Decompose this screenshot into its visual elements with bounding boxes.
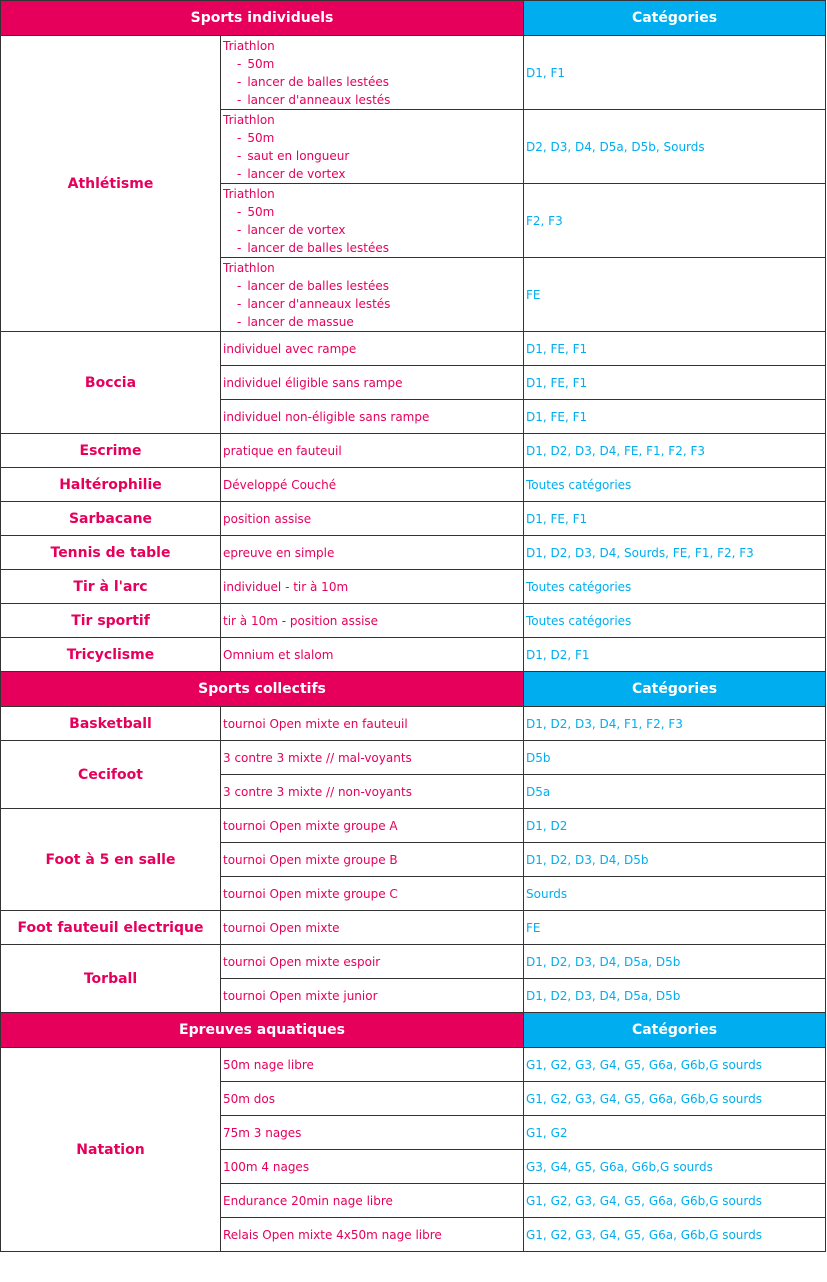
category-cell: G1, G2, G3, G4, G5, G6a, G6b,G sourds bbox=[524, 1218, 826, 1252]
header-row-collective bbox=[1, 672, 826, 707]
category-header: Catégories bbox=[524, 672, 826, 707]
category-cell: G1, G2, G3, G4, G5, G6a, G6b,G sourds bbox=[524, 1048, 826, 1082]
sport-name: Haltérophilie bbox=[1, 468, 221, 502]
sport-name: Foot fauteuil electrique bbox=[1, 911, 221, 945]
list-item: - lancer de vortex bbox=[223, 165, 523, 183]
event-cell: tir à 10m - position assise bbox=[221, 604, 524, 638]
sport-name: Sarbacane bbox=[1, 502, 221, 536]
category-cell: D5a bbox=[524, 775, 826, 809]
list-item: - saut en longueur bbox=[223, 147, 523, 165]
table-row bbox=[1, 809, 826, 843]
category-cell: D1, D2, D3, D4, D5b bbox=[524, 843, 826, 877]
event-title: Triathlon bbox=[223, 260, 275, 275]
category-cell: D1, D2, F1 bbox=[524, 638, 826, 672]
event-cell: tournoi Open mixte groupe B bbox=[221, 843, 524, 877]
list-item: - lancer de vortex bbox=[223, 221, 523, 239]
sport-name: Tricyclisme bbox=[1, 638, 221, 672]
category-header: Catégories bbox=[524, 1, 826, 36]
category-cell: Toutes catégories bbox=[524, 468, 826, 502]
header-row-aquatic bbox=[1, 1013, 826, 1048]
event-cell: individuel avec rampe bbox=[221, 332, 524, 366]
category-cell: D1, D2, D3, D4, FE, F1, F2, F3 bbox=[524, 434, 826, 468]
category-cell: D1, FE, F1 bbox=[524, 332, 826, 366]
sport-name: Athlétisme bbox=[1, 36, 221, 332]
category-cell: D1, D2, D3, D4, D5a, D5b bbox=[524, 945, 826, 979]
category-cell: D1, FE, F1 bbox=[524, 366, 826, 400]
event-title: Triathlon bbox=[223, 38, 275, 53]
section-header: Sports collectifs bbox=[1, 672, 524, 707]
category-cell: D1, D2, D3, D4, F1, F2, F3 bbox=[524, 707, 826, 741]
event-cell: Endurance 20min nage libre bbox=[221, 1184, 524, 1218]
header-row-individual bbox=[1, 1, 826, 36]
sport-name: Cecifoot bbox=[1, 741, 221, 809]
category-cell: G3, G4, G5, G6a, G6b,G sourds bbox=[524, 1150, 826, 1184]
event-cell: pratique en fauteuil bbox=[221, 434, 524, 468]
list-item: - lancer d'anneaux lestés bbox=[223, 295, 523, 313]
list-item: - 50m bbox=[223, 203, 523, 221]
event-cell: 75m 3 nages bbox=[221, 1116, 524, 1150]
category-cell: FE bbox=[524, 911, 826, 945]
event-cell: Omnium et slalom bbox=[221, 638, 524, 672]
event-cell: individuel non-éligible sans rampe bbox=[221, 400, 524, 434]
category-cell: F2, F3 bbox=[524, 184, 826, 258]
table-row bbox=[1, 332, 826, 366]
table-row bbox=[1, 741, 826, 775]
event-cell: tournoi Open mixte en fauteuil bbox=[221, 707, 524, 741]
event-cell: tournoi Open mixte groupe C bbox=[221, 877, 524, 911]
event-cell bbox=[221, 36, 524, 110]
event-cell bbox=[221, 258, 524, 332]
list-item: - 50m bbox=[223, 129, 523, 147]
table-row bbox=[1, 707, 826, 741]
table-row bbox=[1, 36, 826, 110]
category-cell: Sourds bbox=[524, 877, 826, 911]
list-item: - lancer de balles lestées bbox=[223, 277, 523, 295]
category-cell: D1, D2 bbox=[524, 809, 826, 843]
category-cell: D5b bbox=[524, 741, 826, 775]
category-cell: D1, F1 bbox=[524, 36, 826, 110]
list-item: - lancer de massue bbox=[223, 313, 523, 331]
category-cell: FE bbox=[524, 258, 826, 332]
event-title: Triathlon bbox=[223, 112, 275, 127]
sport-name: Boccia bbox=[1, 332, 221, 434]
table-row bbox=[1, 604, 826, 638]
category-cell: G1, G2, G3, G4, G5, G6a, G6b,G sourds bbox=[524, 1184, 826, 1218]
table-row bbox=[1, 638, 826, 672]
category-cell: D1, D2, D3, D4, D5a, D5b bbox=[524, 979, 826, 1013]
event-cell bbox=[221, 110, 524, 184]
category-cell: G1, G2 bbox=[524, 1116, 826, 1150]
sport-name: Tir sportif bbox=[1, 604, 221, 638]
sport-name: Foot à 5 en salle bbox=[1, 809, 221, 911]
table-row bbox=[1, 1048, 826, 1082]
event-cell: 3 contre 3 mixte // mal-voyants bbox=[221, 741, 524, 775]
sport-name: Tennis de table bbox=[1, 536, 221, 570]
table-row bbox=[1, 468, 826, 502]
sport-name: Basketball bbox=[1, 707, 221, 741]
event-cell: epreuve en simple bbox=[221, 536, 524, 570]
event-title: Triathlon bbox=[223, 186, 275, 201]
sport-name: Natation bbox=[1, 1048, 221, 1252]
category-cell: D2, D3, D4, D5a, D5b, Sourds bbox=[524, 110, 826, 184]
list-item: - 50m bbox=[223, 55, 523, 73]
event-cell: position assise bbox=[221, 502, 524, 536]
table-row bbox=[1, 945, 826, 979]
table-row bbox=[1, 570, 826, 604]
category-cell: D1, FE, F1 bbox=[524, 502, 826, 536]
sport-name: Tir à l'arc bbox=[1, 570, 221, 604]
event-cell: tournoi Open mixte bbox=[221, 911, 524, 945]
event-cell: individuel éligible sans rampe bbox=[221, 366, 524, 400]
event-cell: 3 contre 3 mixte // non-voyants bbox=[221, 775, 524, 809]
category-cell: D1, FE, F1 bbox=[524, 400, 826, 434]
list-item: - lancer de balles lestées bbox=[223, 73, 523, 91]
event-cell: Relais Open mixte 4x50m nage libre bbox=[221, 1218, 524, 1252]
event-cell: individuel - tir à 10m bbox=[221, 570, 524, 604]
event-cell: tournoi Open mixte junior bbox=[221, 979, 524, 1013]
event-cell bbox=[221, 184, 524, 258]
category-cell: Toutes catégories bbox=[524, 570, 826, 604]
sport-name: Torball bbox=[1, 945, 221, 1013]
table-row bbox=[1, 536, 826, 570]
category-cell: Toutes catégories bbox=[524, 604, 826, 638]
event-cell: tournoi Open mixte espoir bbox=[221, 945, 524, 979]
list-item: - lancer d'anneaux lestés bbox=[223, 91, 523, 109]
sport-name: Escrime bbox=[1, 434, 221, 468]
category-cell: G1, G2, G3, G4, G5, G6a, G6b,G sourds bbox=[524, 1082, 826, 1116]
event-cell: tournoi Open mixte groupe A bbox=[221, 809, 524, 843]
section-header: Epreuves aquatiques bbox=[1, 1013, 524, 1048]
event-cell: 100m 4 nages bbox=[221, 1150, 524, 1184]
event-cell: Développé Couché bbox=[221, 468, 524, 502]
table-row bbox=[1, 434, 826, 468]
category-cell: D1, D2, D3, D4, Sourds, FE, F1, F2, F3 bbox=[524, 536, 826, 570]
event-cell: 50m dos bbox=[221, 1082, 524, 1116]
category-header: Catégories bbox=[524, 1013, 826, 1048]
list-item: - lancer de balles lestées bbox=[223, 239, 523, 257]
table-row bbox=[1, 911, 826, 945]
table-row bbox=[1, 502, 826, 536]
event-cell: 50m nage libre bbox=[221, 1048, 524, 1082]
section-header: Sports individuels bbox=[1, 1, 524, 36]
